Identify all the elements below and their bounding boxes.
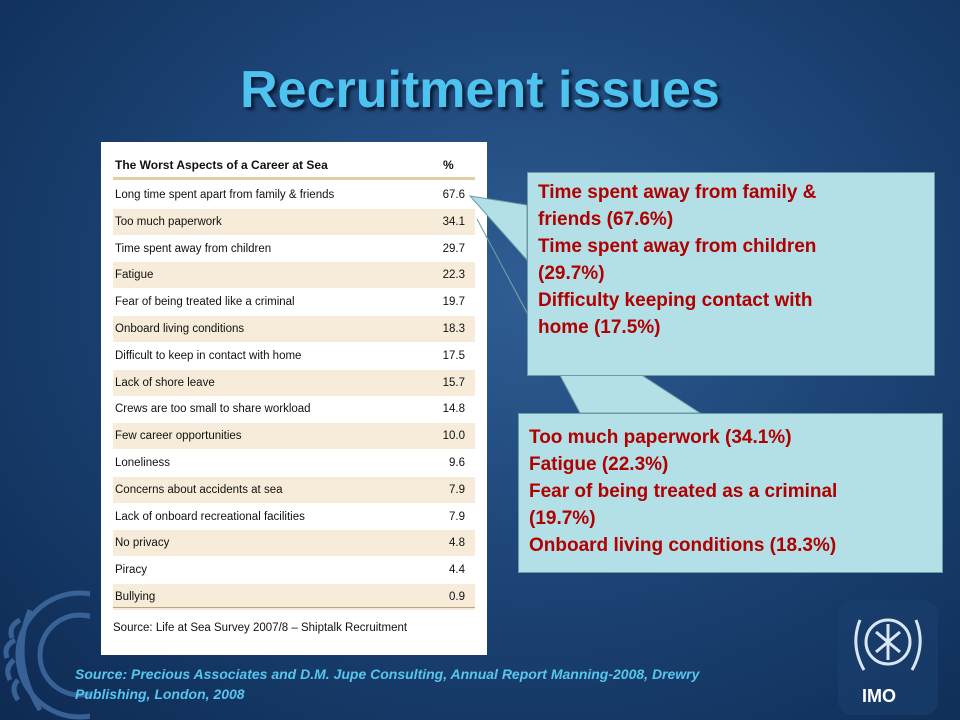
row-label: Loneliness: [115, 457, 170, 469]
row-label: Long time spent apart from family & friends: [115, 189, 335, 201]
slide-title: Recruitment issues: [240, 61, 720, 119]
callout-1-pointer: [470, 196, 527, 260]
callout-line: friends (67.6%): [538, 209, 674, 230]
slide-source-line: Publishing, London, 2008: [75, 686, 245, 702]
row-label: Concerns about accidents at sea: [115, 483, 283, 496]
row-value: 22.3: [442, 269, 465, 282]
row-value: 0.9: [449, 591, 465, 603]
row-value: 15.7: [442, 376, 465, 389]
callout-family: [527, 172, 935, 376]
callout-line: Fatigue (22.3%): [529, 454, 669, 475]
callout-line: (29.7%): [538, 263, 605, 284]
row-label: Lack of shore leave: [115, 376, 215, 389]
callout-line: Fear of being treated as a criminal: [529, 481, 838, 502]
callout-family-text: [538, 179, 928, 341]
row-label: Time spent away from children: [115, 242, 272, 255]
callout-line: Onboard living conditions (18.3%): [529, 535, 837, 556]
row-value: 10.0: [442, 430, 465, 443]
row-label: Lack of onboard recreational facilities: [115, 510, 305, 523]
row-value: 9.6: [449, 457, 465, 469]
row-label: Piracy: [115, 564, 147, 577]
callout-line: Difficulty keeping contact with: [538, 290, 813, 311]
row-value: 4.8: [449, 537, 465, 550]
slide-source: [75, 664, 935, 704]
row-value: 7.9: [449, 483, 465, 496]
callout-line: Time spent away from children: [538, 236, 817, 257]
callout-line: (19.7%): [529, 508, 596, 529]
row-label: Crews are too small to share workload: [115, 403, 311, 416]
callout-workload: [518, 413, 943, 573]
header-aspect: The Worst Aspects of a Career at Sea: [115, 158, 328, 172]
row-label: Bullying: [115, 591, 156, 603]
row-label: No privacy: [115, 537, 170, 550]
callout-line: home (17.5%): [538, 317, 661, 338]
callout-line: Time spent away from family &: [538, 182, 817, 203]
row-value: 18.3: [442, 323, 465, 335]
row-value: 67.6: [442, 189, 465, 201]
row-value: 4.4: [449, 564, 465, 577]
row-value: 14.8: [442, 403, 465, 416]
table-source: Source: Life at Sea Survey 2007/8 – Shiptalk Recruitment: [113, 622, 408, 634]
imo-logo-text: IMO: [862, 686, 896, 706]
callout-workload-text: [529, 424, 934, 559]
row-label: Few career opportunities: [115, 430, 242, 443]
callout-line: Too much paperwork (34.1%): [529, 427, 792, 448]
row-label: Difficult to keep in contact with home: [115, 349, 302, 362]
row-label: Too much paperwork: [115, 215, 222, 228]
row-value: 19.7: [442, 296, 465, 309]
row-label: Fatigue: [115, 269, 154, 282]
row-value: 29.7: [442, 242, 465, 255]
row-value: 7.9: [449, 510, 465, 523]
header-percent: %: [443, 158, 454, 172]
row-value: 34.1: [442, 215, 465, 228]
row-value: 17.5: [442, 349, 465, 362]
slide-source-line: Source: Precious Associates and D.M. Jupe Consulting, Annual Report Manning-2008, Drewry: [75, 666, 700, 682]
row-label: Onboard living conditions: [115, 323, 245, 335]
row-label: Fear of being treated like a criminal: [115, 296, 295, 309]
